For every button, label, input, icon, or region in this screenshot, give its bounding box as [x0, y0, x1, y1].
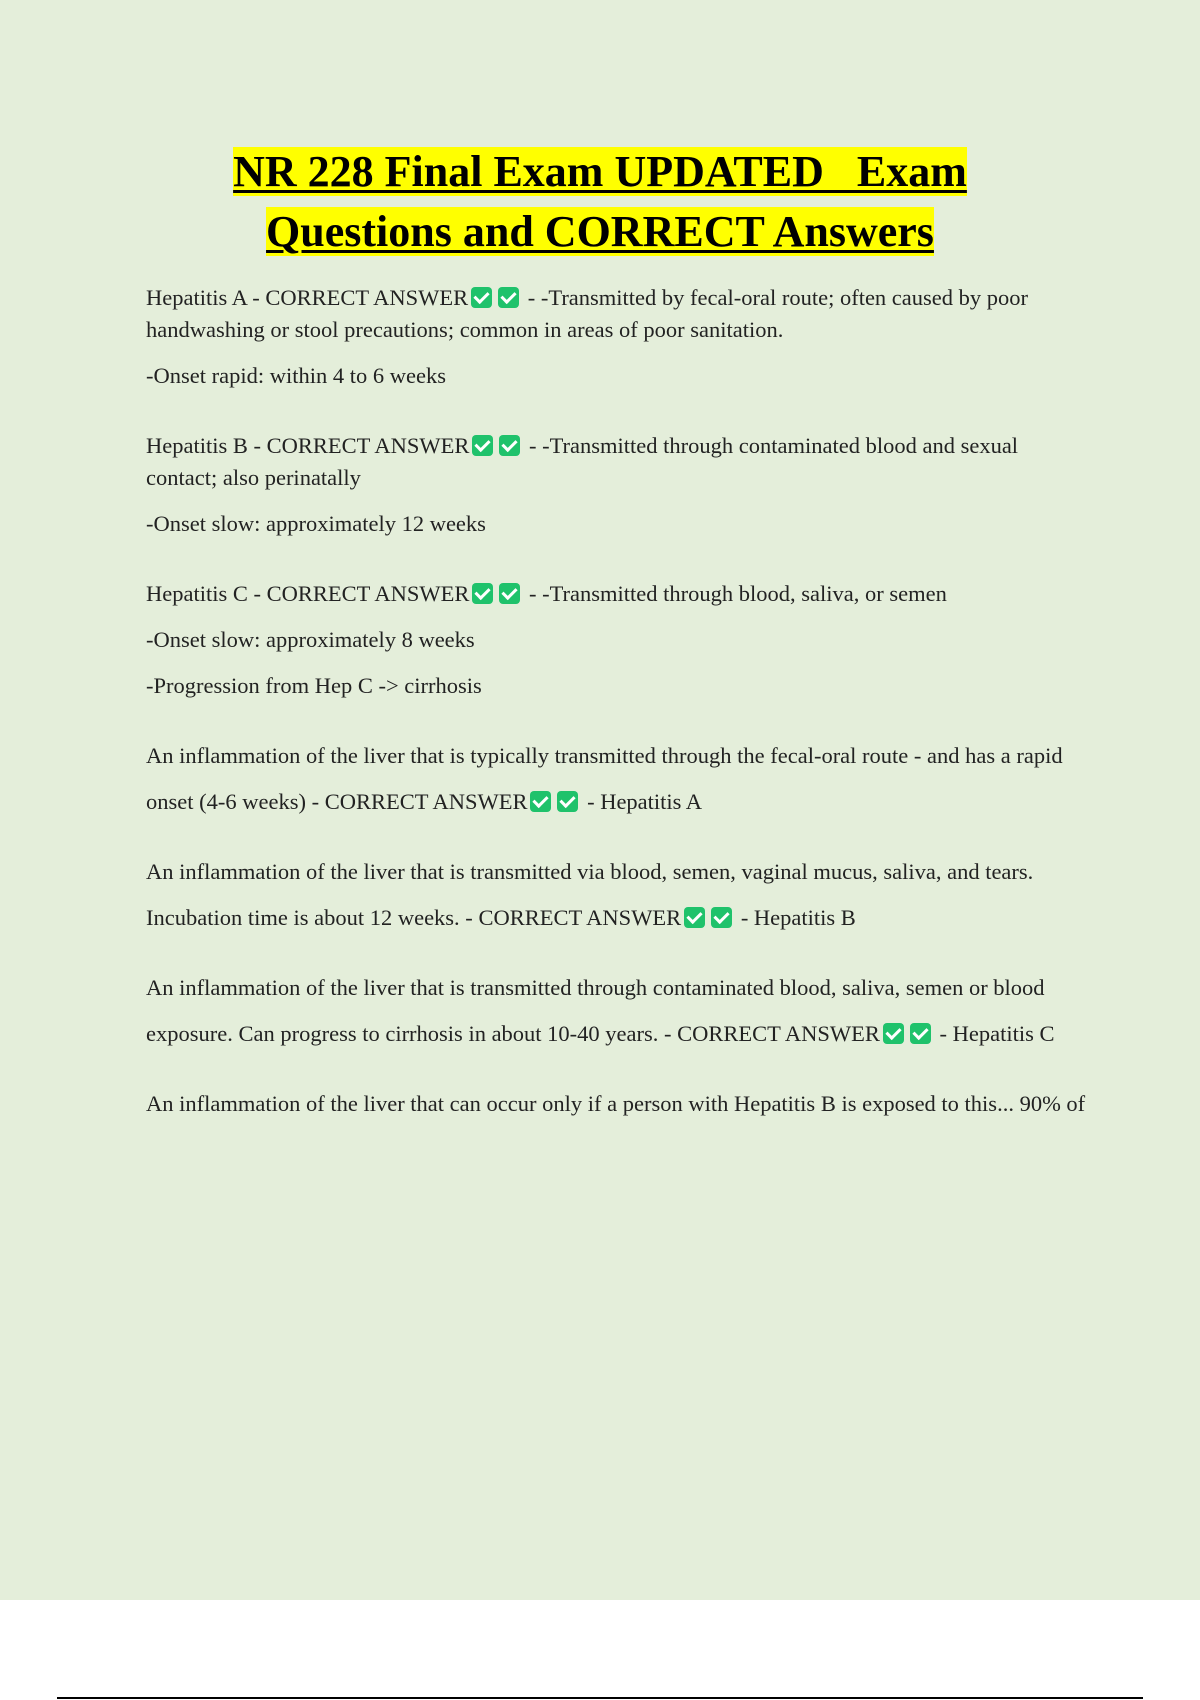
- question-text: onset (4-6 weeks) -: [146, 789, 325, 814]
- answer-text: - -Transmitted through blood, saliva, or semen: [523, 581, 947, 606]
- qa-card: [146, 740, 1086, 818]
- question-text: exposure. Can progress to cirrhosis in about 10-40 years. -: [146, 1021, 678, 1046]
- qa-card: [146, 578, 1086, 702]
- question-text: An inflammation of the liver that is transmitted through contaminated blood, saliva, semen or blood: [146, 975, 1045, 1000]
- answer-detail: -Progression from Hep C -> cirrhosis: [146, 673, 482, 698]
- title-line-2: Questions and CORRECT Answers: [266, 207, 934, 256]
- check-box-icon: [910, 1023, 931, 1044]
- answer-detail: -Onset rapid: within 4 to 6 weeks: [146, 363, 446, 388]
- check-box-icon: [557, 791, 578, 812]
- footer-rule: [57, 1697, 1143, 1699]
- qa-card: [146, 1088, 1086, 1120]
- check-box-icon: [498, 287, 519, 308]
- qa-answer-line: [146, 786, 1086, 818]
- answer-text: - -Transmitted through contaminated blood and sexual contact; also perinatally: [146, 433, 1019, 490]
- check-box-icon: [472, 583, 493, 604]
- qa-answer-line: [146, 902, 1086, 934]
- check-box-icon: [471, 287, 492, 308]
- qa-list: [146, 282, 1086, 1158]
- answer-detail: -Onset slow: approximately 12 weeks: [146, 511, 486, 536]
- answer-tag: CORRECT ANSWER: [677, 1021, 880, 1046]
- qa-card: [146, 282, 1086, 392]
- answer-text: - -Transmitted by fecal-oral route; often caused by poor handwashing or stool precautions; common in areas of poor sanitation.: [146, 285, 1029, 342]
- answer-tag: CORRECT ANSWER: [265, 285, 469, 310]
- qa-answer-line: [146, 282, 1086, 346]
- check-box-icon: [883, 1023, 904, 1044]
- answer-tag: CORRECT ANSWER: [324, 789, 528, 814]
- check-box-icon: [711, 907, 732, 928]
- question-text: An inflammation of the liver that is typically transmitted through the fecal-oral route - and has a rapid: [146, 743, 1063, 768]
- qa-card: [146, 856, 1086, 934]
- qa-answer-line: [146, 430, 1086, 494]
- answer-detail: -Onset slow: approximately 8 weeks: [146, 627, 475, 652]
- qa-answer-line: [146, 578, 1086, 610]
- answer-tag: CORRECT ANSWER: [266, 433, 470, 458]
- check-box-icon: [472, 435, 493, 456]
- question-text: An inflammation of the liver that is transmitted via blood, semen, vaginal mucus, saliva, and tears.: [146, 859, 1034, 884]
- title-line-1: NR 228 Final Exam UPDATED Exam: [233, 147, 967, 196]
- question-text: Hepatitis A -: [146, 285, 266, 310]
- check-box-icon: [499, 583, 520, 604]
- check-box-icon: [499, 435, 520, 456]
- question-text: Incubation time is about 12 weeks. -: [146, 905, 479, 930]
- question-text: Hepatitis C -: [146, 581, 267, 606]
- qa-card: [146, 972, 1086, 1050]
- check-box-icon: [530, 791, 551, 812]
- answer-text: - Hepatitis A: [581, 789, 703, 814]
- document-title: [0, 142, 1200, 262]
- qa-answer-line: [146, 1018, 1086, 1050]
- answer-tag: CORRECT ANSWER: [478, 905, 682, 930]
- answer-text: - Hepatitis B: [735, 905, 856, 930]
- answer-tag: CORRECT ANSWER: [266, 581, 470, 606]
- answer-text: - Hepatitis C: [933, 1021, 1055, 1046]
- question-text: An inflammation of the liver that can occur only if a person with Hepatitis B is exposed to this... 90% of: [146, 1091, 1086, 1116]
- check-box-icon: [684, 907, 705, 928]
- question-text: Hepatitis B -: [146, 433, 267, 458]
- qa-card: [146, 430, 1086, 540]
